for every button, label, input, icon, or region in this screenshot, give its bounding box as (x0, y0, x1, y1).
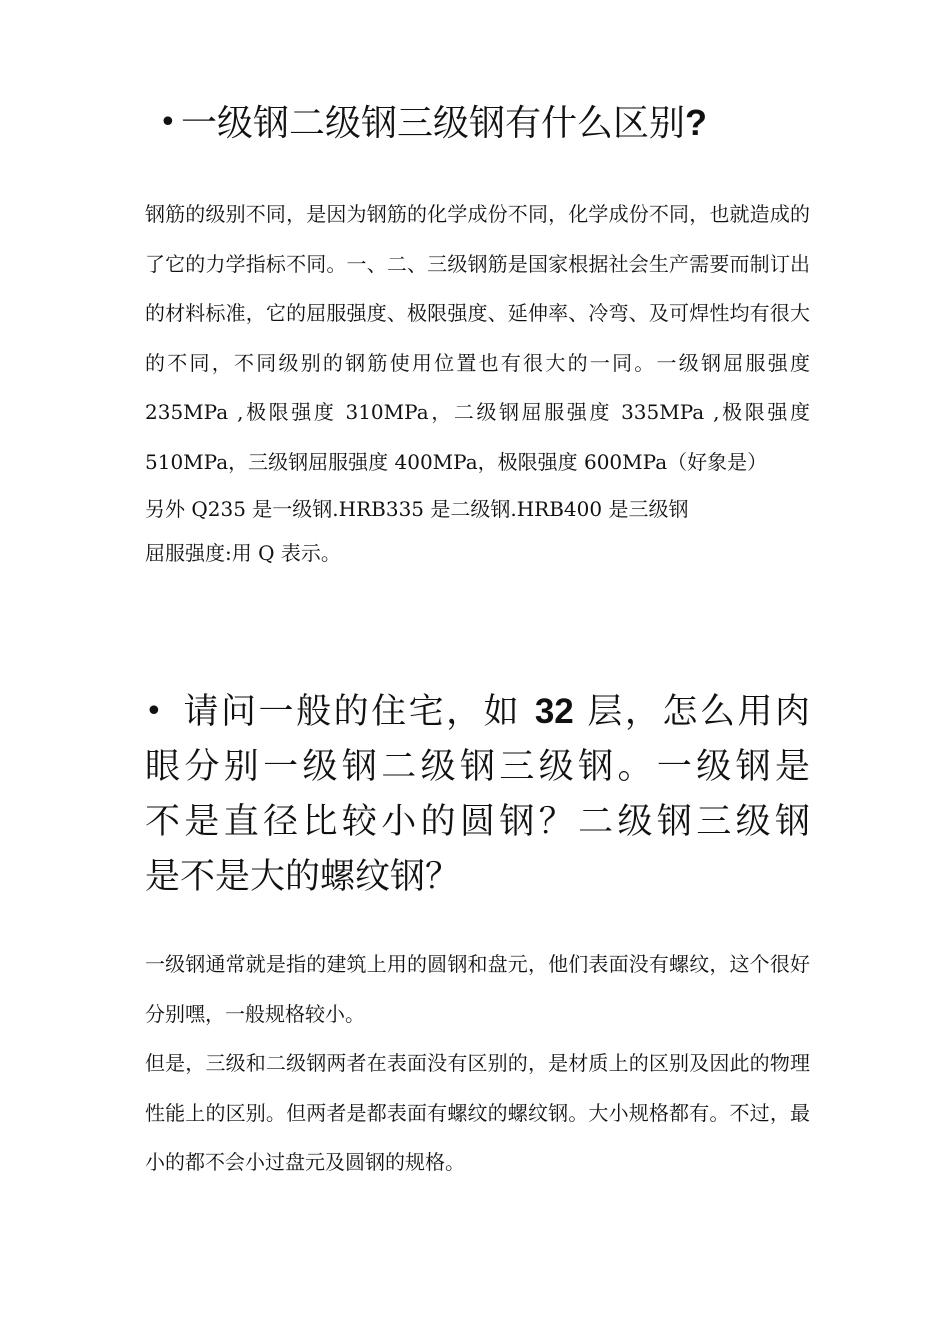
section1-paragraph-main: 钢筋的级别不同，是因为钢筋的化学成份不同，化学成份不同，也就造成的了它的力学指标不同。一、二、三级钢筋是国家根据社会生产需要而制订出的材料标准，它的屈服强度、极限强度、延伸率、冷弯、及可焊性均有很大的不同，不同级别的钢筋使用位置也有很大的一同。一级钢屈服强度 235MPa ,极限强度 310MPa，二级钢屈服强度 335MPa ,极限强度 510MPa，三级钢屈服强度 400MPa，极限强度 600MPa（好象是） (145, 202, 810, 474)
section2-body (145, 940, 810, 1188)
bullet-icon: • (159, 105, 177, 140)
section1-heading-mark: ? (685, 102, 708, 143)
bullet-icon: • (145, 694, 163, 729)
section1-paragraph-extra1: 另外 Q235 是一级钢.HRB335 是二级钢.HRB400 是三级钢 (145, 497, 689, 521)
section2-heading (145, 684, 810, 905)
section2-heading-line2: 眼分别一级钢二级钢三级钢。一级钢是 (145, 747, 810, 787)
section1-heading (145, 98, 810, 149)
section1-heading-text: 一级钢二级钢三级钢有什么区别 (181, 103, 686, 144)
section2-heading-line4: 是不是大的螺纹钢？ (145, 857, 461, 897)
section1-body (145, 190, 810, 575)
section2-heading-line1: • 请问一般的住宅，如 32 层，怎么用肉 (145, 684, 810, 740)
section2-paragraph-a: 一级钢通常就是指的建筑上用的圆钢和盘元，他们表面没有螺纹，这个很好分别嘿，一般规格较小。 (145, 952, 810, 1026)
section2-heading-line3: 不是直径比较小的圆钢？二级钢三级钢 (145, 802, 810, 842)
section1-paragraph-extra2: 屈服强度:用 Q 表示。 (145, 541, 341, 565)
section2-paragraph-b: 但是，三级和二级钢两者在表面没有区别的，是材质上的区别及因此的物理性能上的区别。但两者是都表面有螺纹的螺纹钢。大小规格都有。不过，最小的都不会小过盘元及圆钢的规格。 (145, 1051, 810, 1174)
